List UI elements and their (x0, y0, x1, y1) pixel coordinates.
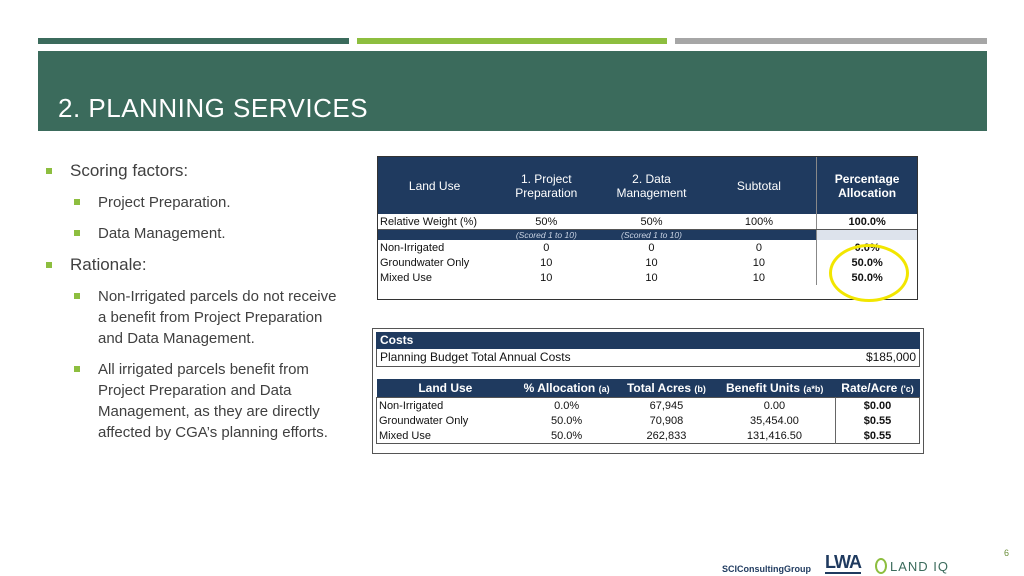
title-band (38, 51, 987, 131)
table-row: Non-Irrigated 0.0% 67,945 0.00 $0.00 (377, 398, 920, 414)
top-bar-green (38, 38, 349, 44)
bullet-marker-icon (74, 293, 80, 299)
header-rate-acre: Rate/Acre ('c) (836, 379, 920, 398)
costs-header: Costs (376, 332, 920, 349)
costs-table (372, 328, 924, 454)
bullet-marker-icon (74, 199, 80, 205)
top-bar-lime (357, 38, 667, 44)
sci-logo: SCIConsultingGroup (722, 564, 811, 574)
bullet-marker-icon (74, 366, 80, 372)
table-row: Mixed Use 10 10 10 50.0% (378, 270, 917, 285)
weight-row: Relative Weight (%) 50% 50% 100% 100.0% (378, 214, 917, 230)
lwa-logo: LWA (825, 552, 861, 572)
scored-row: (Scored 1 to 10) (Scored 1 to 10) (378, 230, 917, 241)
table-row: Groundwater Only 50.0% 70,908 35,454.00 $0.55 (377, 413, 920, 428)
table-row: Mixed Use 50.0% 262,833 131,416.50 $0.55 (377, 428, 920, 444)
budget-value: $185,000 (865, 350, 916, 364)
bullet-non-irrigated: Non-Irrigated parcels do not receive a benefit from Project Preparation and Data Management. (44, 286, 344, 349)
bullet-all-irrigated: All irrigated parcels benefit from Project Preparation and Data Management, as they are directly affected by CGA’s planning efforts. (44, 359, 344, 443)
landiq-logo: LAND IQ (875, 558, 949, 574)
bullet-marker-icon (46, 168, 52, 174)
header-pct-allocation: Percentage Allocation (817, 157, 917, 214)
bullet-list (44, 160, 344, 453)
top-bar-gray (675, 38, 987, 44)
bullet-marker-icon (74, 230, 80, 236)
bullet-scoring: Scoring factors: (44, 160, 344, 182)
slide-title: 2. PLANNING SERVICES (58, 93, 369, 123)
table-row: Groundwater Only 10 10 10 50.0% (378, 255, 917, 270)
budget-row (376, 349, 920, 367)
highlight-circle (829, 244, 909, 302)
table-row: Non-Irrigated 0 0 0 0.0% (378, 240, 917, 255)
header-total-acres: Total Acres (b) (619, 379, 714, 398)
header-subtotal: Subtotal (702, 157, 817, 214)
bullet-data-mgmt: Data Management. (44, 223, 344, 244)
header-allocation: % Allocation (a) (514, 379, 619, 398)
header-project-prep: 1. Project Preparation (491, 157, 601, 214)
pin-icon (875, 558, 887, 574)
header-data-mgmt: 2. Data Management (601, 157, 701, 214)
bullet-rationale: Rationale: (44, 254, 344, 276)
header-land-use: Land Use (378, 157, 491, 214)
bullet-marker-icon (46, 262, 52, 268)
bullet-project-prep: Project Preparation. (44, 192, 344, 213)
budget-label: Planning Budget Total Annual Costs (380, 350, 571, 364)
footer-logos (722, 544, 949, 574)
header-land-use: Land Use (377, 379, 515, 398)
page-number: 6 (1004, 548, 1010, 558)
header-benefit-units: Benefit Units (a*b) (714, 379, 836, 398)
